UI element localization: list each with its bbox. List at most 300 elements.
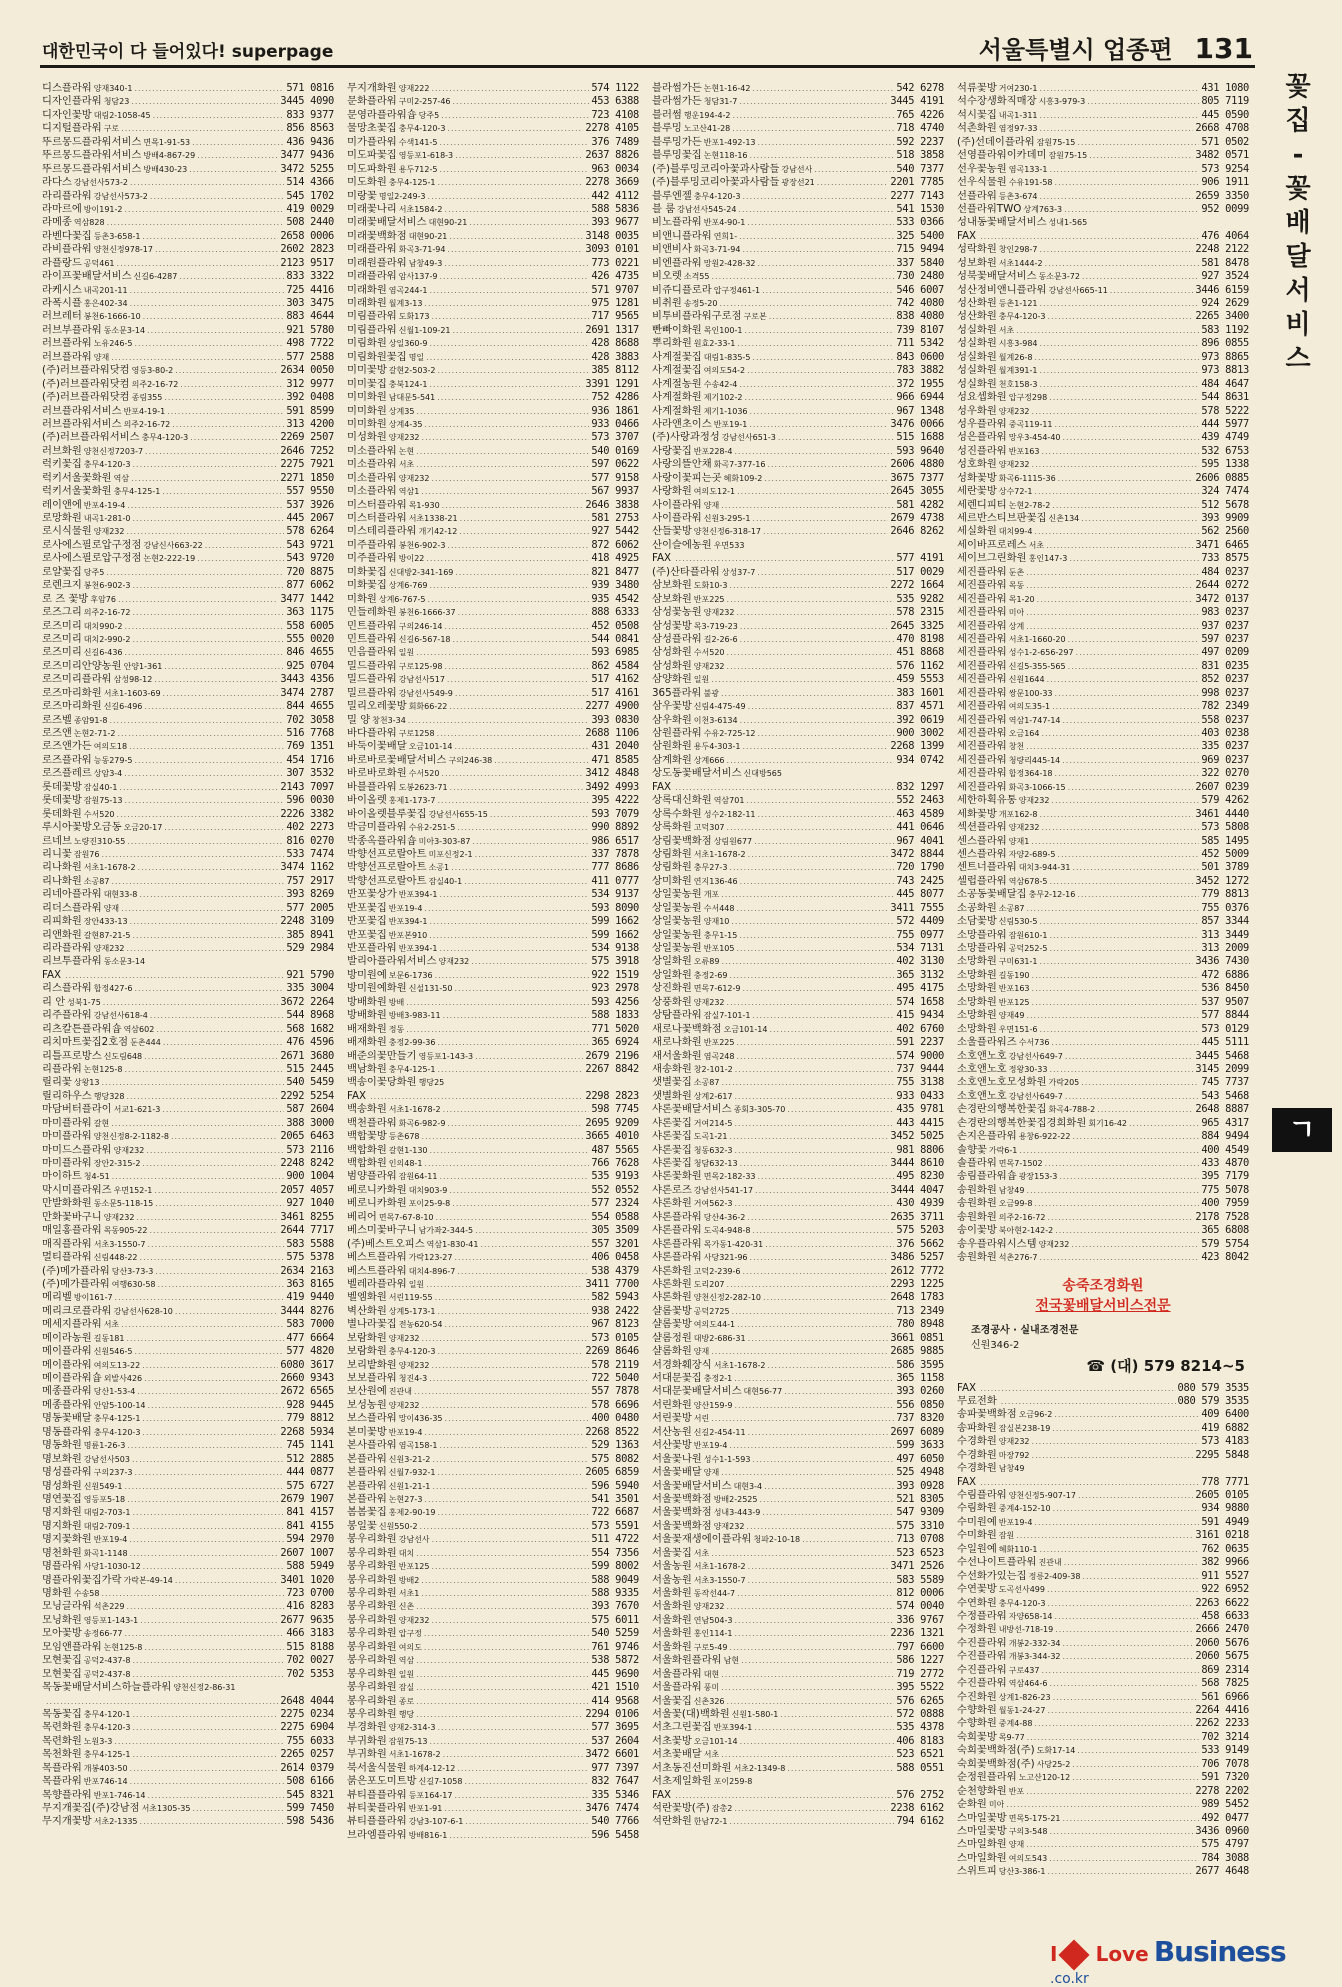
listing-row <box>347 445 639 458</box>
phone-number: 780 8948 <box>896 1318 944 1331</box>
leader-dots <box>750 149 895 162</box>
phone-number: 579 5754 <box>1201 1237 1249 1250</box>
listing-row <box>957 1103 1249 1116</box>
listing-row <box>652 1627 944 1640</box>
leader-dots <box>142 1426 278 1439</box>
phone-number: 843 0600 <box>896 350 944 363</box>
leader-dots <box>740 875 895 888</box>
leader-dots <box>197 149 278 162</box>
business-address: 강남선사 <box>398 1535 430 1545</box>
business-address: 양재232 <box>713 1521 745 1531</box>
phone-number: 719 2772 <box>896 1667 944 1680</box>
leader-dots <box>675 552 894 565</box>
listing-row <box>42 1305 334 1318</box>
listing-row <box>652 1050 944 1063</box>
phone-number: 973 8813 <box>1201 364 1249 377</box>
phone-number: 428 8688 <box>591 337 639 350</box>
phone-number: 586 3595 <box>896 1358 944 1371</box>
listing-row <box>347 1076 639 1089</box>
listing-row <box>347 1466 639 1479</box>
business-address: 수서520 <box>693 648 725 658</box>
leader-dots <box>1063 1812 1200 1825</box>
business-address: 충무27-3 <box>693 863 728 873</box>
business-name: 라케시스 <box>42 283 82 296</box>
business-address: 장안433-13 <box>83 917 128 927</box>
business-name: 블루엔젤 <box>652 189 692 202</box>
business-name: 목천화원 <box>42 1748 82 1761</box>
business-name: 리나화원 <box>42 861 82 874</box>
business-address: 정동 <box>388 1024 405 1034</box>
business-address: 목1-930 <box>408 500 440 510</box>
business-address: 일원 <box>693 675 710 685</box>
business-address: 신길6-436 <box>83 648 123 658</box>
business-address: 갈현 <box>93 1118 110 1128</box>
listing-row <box>42 1815 334 1828</box>
leader-dots <box>125 794 285 807</box>
business-address: 역삼 <box>113 473 130 483</box>
business-name: 로즈미리 <box>42 632 82 645</box>
business-name: 소호앤노호 <box>957 1062 1007 1075</box>
leader-dots <box>737 337 894 350</box>
business-name: 베스트플라워 <box>347 1264 407 1277</box>
leader-dots <box>752 1453 894 1466</box>
business-address: 후암76 <box>90 594 116 604</box>
listing-row <box>42 337 334 350</box>
business-address: 명일 <box>408 352 425 362</box>
business-address: 도리207 <box>693 1279 725 1289</box>
leader-dots <box>727 660 895 673</box>
business-address: 상계35 <box>388 406 415 416</box>
leader-dots <box>441 109 589 122</box>
leader-dots <box>721 1748 894 1761</box>
business-address: 충무2-12-16 <box>1028 890 1076 900</box>
business-address: 수서520 <box>83 809 115 819</box>
leader-dots <box>432 1480 589 1493</box>
phone-number: 2057 4057 <box>280 1183 334 1196</box>
leader-dots <box>172 418 284 431</box>
business-address: 면목7-612-9 <box>693 984 741 994</box>
phone-number: 579 4262 <box>1201 794 1249 807</box>
leader-dots <box>130 284 285 297</box>
phone-number: 415 9434 <box>896 1009 944 1022</box>
listing-row <box>347 700 639 713</box>
listing-row <box>347 1036 639 1049</box>
leader-dots <box>140 1815 285 1828</box>
business-name: 보산원예 <box>347 1385 387 1398</box>
leader-dots <box>442 499 584 512</box>
phone-number: 523 6521 <box>896 1748 944 1761</box>
listing-row <box>652 418 944 431</box>
business-address: 용창6-922-22 <box>1018 1132 1071 1142</box>
leader-dots <box>460 512 590 525</box>
business-name: 로시식물원 <box>42 525 92 538</box>
business-address: 서초1-1678-2 <box>388 1750 441 1760</box>
business-name: 리츠칼튼플라워숍 <box>42 1022 122 1035</box>
leader-dots <box>162 485 284 498</box>
leader-dots <box>1055 1623 1193 1636</box>
business-name: 목플라워 <box>42 1761 82 1774</box>
leader-dots <box>115 1291 285 1304</box>
phone-number: 324 7474 <box>1201 485 1249 498</box>
business-address: 구로125-98 <box>398 661 443 671</box>
phone-number: 583 5589 <box>896 1573 944 1586</box>
listing-row <box>957 1650 1249 1663</box>
listing-row <box>957 902 1249 915</box>
listing-row <box>957 620 1249 633</box>
business-address: 봉천6-1666-37 <box>398 608 456 618</box>
business-name: 명연꽃집 <box>42 1492 82 1505</box>
business-address: 소공87 <box>693 1078 720 1088</box>
phone-number: 837 4571 <box>896 700 944 713</box>
business-name: 로즈플라워 <box>42 753 92 766</box>
listing-row <box>347 1600 639 1613</box>
leader-dots <box>132 929 284 942</box>
business-address: 사당1-1030-12 <box>83 1562 141 1572</box>
business-address: 양재10 <box>703 917 730 927</box>
leader-dots <box>416 1654 589 1667</box>
business-address: 당주5 <box>83 567 105 577</box>
leader-dots <box>1032 1435 1200 1448</box>
phone-number: 303 3475 <box>286 297 334 309</box>
business-address: 논현2-78-2 <box>1008 500 1051 510</box>
business-name: FAX <box>652 552 672 565</box>
listing-row <box>652 1103 944 1116</box>
business-name: 모닝글라워 <box>42 1600 92 1613</box>
business-name: 블루밍꽃집 <box>652 149 702 162</box>
leader-dots <box>748 1332 889 1345</box>
listing-row <box>42 122 334 135</box>
phone-number: 3665 4010 <box>585 1130 639 1143</box>
leader-dots <box>1097 1103 1193 1116</box>
business-name: 박향선프로랄아트 <box>347 861 427 874</box>
phone-number: 2612 7772 <box>890 1264 944 1277</box>
leader-dots <box>1077 136 1199 149</box>
listing-row <box>652 378 944 391</box>
phone-number: 2634 2163 <box>280 1264 334 1277</box>
business-name: 박종옥플라워숍 <box>347 834 417 847</box>
business-address: 용두712-5 <box>398 164 438 174</box>
phone-number: 365 6808 <box>1201 1224 1249 1237</box>
leader-dots <box>1052 499 1199 512</box>
business-address: 일원 <box>398 648 415 658</box>
side-title-char: - <box>1292 140 1304 170</box>
listing-row <box>652 149 944 162</box>
leader-dots <box>435 1291 590 1304</box>
phone-number: 2293 1225 <box>890 1277 944 1290</box>
business-address: 광장153-3 <box>1018 1172 1058 1182</box>
business-address: 대방2-686-31 <box>693 1333 746 1343</box>
business-name: 라벤다꽃집 <box>42 229 92 242</box>
phone-number: 2294 0106 <box>585 1707 639 1720</box>
listing-row <box>957 606 1249 619</box>
business-name: 수연꽃방 <box>957 1583 997 1596</box>
business-name: 밀 양 <box>347 713 371 726</box>
business-address: 미포신정2-1 <box>428 849 473 859</box>
business-address: 거여230-1 <box>998 84 1038 93</box>
leader-dots <box>735 1399 895 1412</box>
listing-row <box>42 620 334 633</box>
leader-dots <box>1063 1650 1194 1663</box>
leader-dots <box>426 552 589 565</box>
business-address: 대현 <box>703 1669 720 1679</box>
business-name: 빤빠이화원 <box>652 323 702 336</box>
phone-number: 2607 0239 <box>1195 780 1249 793</box>
listing-row <box>957 391 1249 404</box>
leader-dots <box>424 1157 589 1170</box>
phone-number: 463 4589 <box>896 807 944 820</box>
leader-dots <box>742 740 888 753</box>
listing-row <box>652 1130 944 1143</box>
business-address: 상계2-617 <box>693 1091 733 1101</box>
business-address: 신월1-109-21 <box>398 325 451 335</box>
business-address: 구로437 <box>1008 1665 1040 1675</box>
listing-row <box>42 1157 334 1170</box>
listing-row <box>42 176 334 189</box>
business-address: 양재232 <box>398 1360 430 1370</box>
business-address: 수유2-251-5 <box>408 823 456 833</box>
phone-number: 575 8082 <box>591 1452 639 1465</box>
business-address: 강남선사573-2 <box>73 178 129 188</box>
phone-number: 573 0129 <box>1201 1022 1249 1035</box>
business-address: 반포125 <box>398 1562 430 1572</box>
phone-number: 981 8806 <box>896 1143 944 1156</box>
business-name: 상림화원 <box>652 861 692 874</box>
business-name: 밀드플라워 <box>347 673 397 686</box>
phone-number: 722 5040 <box>591 1372 639 1384</box>
phone-number: 525 4948 <box>896 1466 944 1479</box>
listing-row <box>347 929 639 942</box>
phone-number: 383 1601 <box>896 686 944 699</box>
business-address: 신원3-21-2 <box>388 1454 431 1464</box>
business-address: 청파2-10-18 <box>753 1535 801 1545</box>
business-name: 사랑화원 <box>652 485 692 498</box>
phone-number: 900 1004 <box>286 1170 334 1183</box>
business-name: 세진플라워 <box>957 767 1007 780</box>
phone-number: 933 0433 <box>896 1089 944 1102</box>
business-address: 대치2-990-2 <box>83 634 131 644</box>
leader-dots <box>439 270 589 283</box>
business-address: 양재 <box>703 500 720 510</box>
listing-row <box>652 1009 944 1022</box>
leader-dots <box>1089 149 1193 162</box>
listing-row <box>652 902 944 915</box>
listing-row <box>347 1506 639 1519</box>
leader-dots <box>1027 1731 1200 1744</box>
business-address: 대치990-2 <box>83 621 123 631</box>
listing-row <box>957 1408 1249 1421</box>
listing-row <box>652 915 944 928</box>
business-name: 성우플라워 <box>957 417 1007 430</box>
business-name: 봄봄꽃집 <box>347 1506 387 1519</box>
business-name: 비앤니플라워 <box>652 229 712 242</box>
phone-number: 922 1519 <box>591 968 639 981</box>
phone-number: 2666 2470 <box>1195 1623 1249 1636</box>
phone-number: 2679 2196 <box>585 1049 639 1062</box>
listing-row <box>42 1735 334 1748</box>
business-address: 제기102-2 <box>703 393 743 403</box>
listing-row <box>957 1117 1249 1130</box>
phone-number: 541 1530 <box>896 202 944 215</box>
business-name: 목련화원 <box>42 1734 82 1747</box>
phone-number: 3436 0960 <box>1195 1824 1249 1837</box>
leader-dots <box>155 243 278 256</box>
phone-number: 594 2970 <box>286 1533 334 1546</box>
business-name: 석란꽃방(주) <box>652 1802 710 1814</box>
phone-number: 444 5977 <box>1201 417 1249 430</box>
business-name: 세진플라워 <box>957 565 1007 578</box>
listing-row <box>957 1462 1249 1475</box>
business-name: 리틀프로방스 <box>42 1049 102 1062</box>
phone-number: 2123 9517 <box>280 256 334 269</box>
business-name: 미림화원꽃집 <box>347 350 407 363</box>
leader-dots <box>480 1238 589 1251</box>
leader-dots <box>752 512 888 525</box>
leader-dots <box>780 1708 894 1721</box>
phone-number: 702 3058 <box>286 713 334 726</box>
phone-number: 3661 0851 <box>890 1331 944 1344</box>
business-name: 서울농원 <box>652 1573 692 1586</box>
business-address: 공덕2-437-8 <box>83 1669 131 1679</box>
phone-number: 779 8813 <box>1201 888 1249 901</box>
listing-row <box>957 687 1249 700</box>
business-name: 마미플라워 <box>42 1116 92 1129</box>
business-address: 수서736 <box>1018 1038 1050 1048</box>
leader-dots <box>1052 1422 1199 1435</box>
leader-dots <box>732 122 894 135</box>
business-address: 공덕252-5 <box>1008 944 1048 953</box>
leader-dots <box>1040 190 1194 203</box>
business-name: 모닝화원 <box>42 1613 82 1626</box>
listing-row <box>347 230 639 243</box>
business-name: 블루밍 <box>652 122 682 135</box>
business-name: 소망플라워 <box>957 928 1007 941</box>
business-address: 홍인147-3 <box>1028 554 1068 564</box>
business-name: FAX <box>957 1381 977 1394</box>
advertisement-box <box>957 1271 1249 1382</box>
phone-number: 426 4735 <box>591 270 639 283</box>
phone-number: 573 0105 <box>591 1331 639 1344</box>
phone-number: 986 6517 <box>591 834 639 847</box>
leader-dots <box>711 1345 888 1358</box>
business-name: 소망화원 <box>957 955 997 968</box>
business-name: 성북꽃배달서비스 <box>957 270 1037 283</box>
phone-number: 382 9966 <box>1201 1556 1249 1569</box>
leader-dots <box>121 1318 284 1331</box>
business-name: 수진플라워 <box>957 1677 1007 1690</box>
business-name: (주)블루밍코리아꽃과사람들 <box>652 176 780 189</box>
phone-number: 833 3322 <box>286 270 334 283</box>
listing-row <box>42 1641 334 1654</box>
leader-dots <box>142 230 278 243</box>
business-address: 정릉2-409-38 <box>1028 1571 1081 1581</box>
leader-dots <box>125 203 285 216</box>
business-name: 상록대신화원 <box>652 794 712 807</box>
business-name: 배재화원 <box>347 1036 387 1049</box>
phone-number: 723 0700 <box>286 1587 334 1599</box>
business-name: 상림화원 <box>652 847 692 860</box>
leader-dots <box>763 1291 888 1304</box>
phone-number: 466 3183 <box>286 1627 334 1640</box>
listing-row <box>652 673 944 686</box>
listing-row <box>957 472 1249 485</box>
leader-dots <box>490 808 590 821</box>
business-name: 스마일화원 <box>957 1851 1007 1864</box>
business-name: 수선화가있는집 <box>957 1569 1027 1582</box>
phone-number: 797 6600 <box>896 1640 944 1653</box>
listing-row <box>652 1305 944 1318</box>
listing-row <box>42 1318 334 1331</box>
business-name: (주)산타플라워 <box>652 565 720 578</box>
listing-row <box>957 566 1249 579</box>
leader-dots <box>737 1587 894 1600</box>
listing-row <box>42 1144 334 1157</box>
business-address: 소공87 <box>998 903 1025 913</box>
business-address: 내곡1-311 <box>998 110 1038 120</box>
listing-row <box>957 310 1249 323</box>
listing-row <box>957 149 1249 162</box>
leader-dots <box>1053 1691 1200 1704</box>
business-name: 서린꽃방 <box>652 1412 692 1425</box>
leader-dots <box>156 1023 284 1036</box>
business-address: 화곡1-1148 <box>83 1548 128 1558</box>
phone-number: 445 9690 <box>591 1667 639 1680</box>
phone-number: 393 7670 <box>591 1600 639 1613</box>
business-name: 서울꽃나원 <box>652 1452 702 1465</box>
leader-dots <box>472 835 589 848</box>
phone-number: 575 4797 <box>1201 1838 1249 1851</box>
business-address: 대치4-896-7 <box>408 1266 456 1276</box>
business-name: 만발화화원 <box>42 1197 92 1210</box>
logo-i: I <box>1050 1942 1058 1966</box>
business-name: (주)러브플라워닷컴 <box>42 391 130 404</box>
listing-row <box>42 1385 334 1398</box>
business-address: 논현118-16 <box>703 151 748 161</box>
leader-dots <box>733 109 895 122</box>
listing-row <box>42 1130 334 1143</box>
listing-row <box>957 163 1249 176</box>
business-address: 양재232 <box>113 1145 145 1155</box>
listing-row <box>652 1775 944 1788</box>
phone-number: 2264 4416 <box>1195 1704 1249 1716</box>
listing-row <box>652 1211 944 1224</box>
leader-dots <box>134 82 284 95</box>
leader-dots <box>1049 929 1199 942</box>
business-name: 민들레화원 <box>347 606 397 619</box>
business-name: 라메종 <box>42 216 72 229</box>
phone-number: 392 0408 <box>286 391 334 404</box>
business-name: 세진플라워 <box>957 686 1007 699</box>
leader-dots <box>1047 1865 1193 1878</box>
business-address: 논현125-8 <box>83 1064 123 1074</box>
business-address: 강남선사649-7 <box>1008 1091 1063 1101</box>
listing-row <box>347 1251 639 1264</box>
phone-number: 2238 6162 <box>890 1802 944 1814</box>
phone-number: 977 7397 <box>591 1761 639 1774</box>
listing-row <box>957 1677 1249 1690</box>
business-name: 미래꽃나리 <box>347 202 397 215</box>
listing-row <box>652 1721 944 1734</box>
business-name: 서산꽃방 <box>652 1439 692 1452</box>
phone-number: 556 0850 <box>896 1398 944 1411</box>
business-address: 염곡158-1 <box>398 1441 438 1451</box>
leader-dots <box>126 1600 284 1613</box>
phone-number: 3161 0218 <box>1195 1529 1249 1542</box>
business-address: 양재222 <box>398 84 430 93</box>
business-address: 우면151-6 <box>998 1024 1038 1034</box>
business-name: 서울플라워 <box>652 1681 702 1694</box>
business-name: 마미플라워 <box>42 1130 92 1143</box>
phone-number: 2248 3109 <box>280 915 334 928</box>
